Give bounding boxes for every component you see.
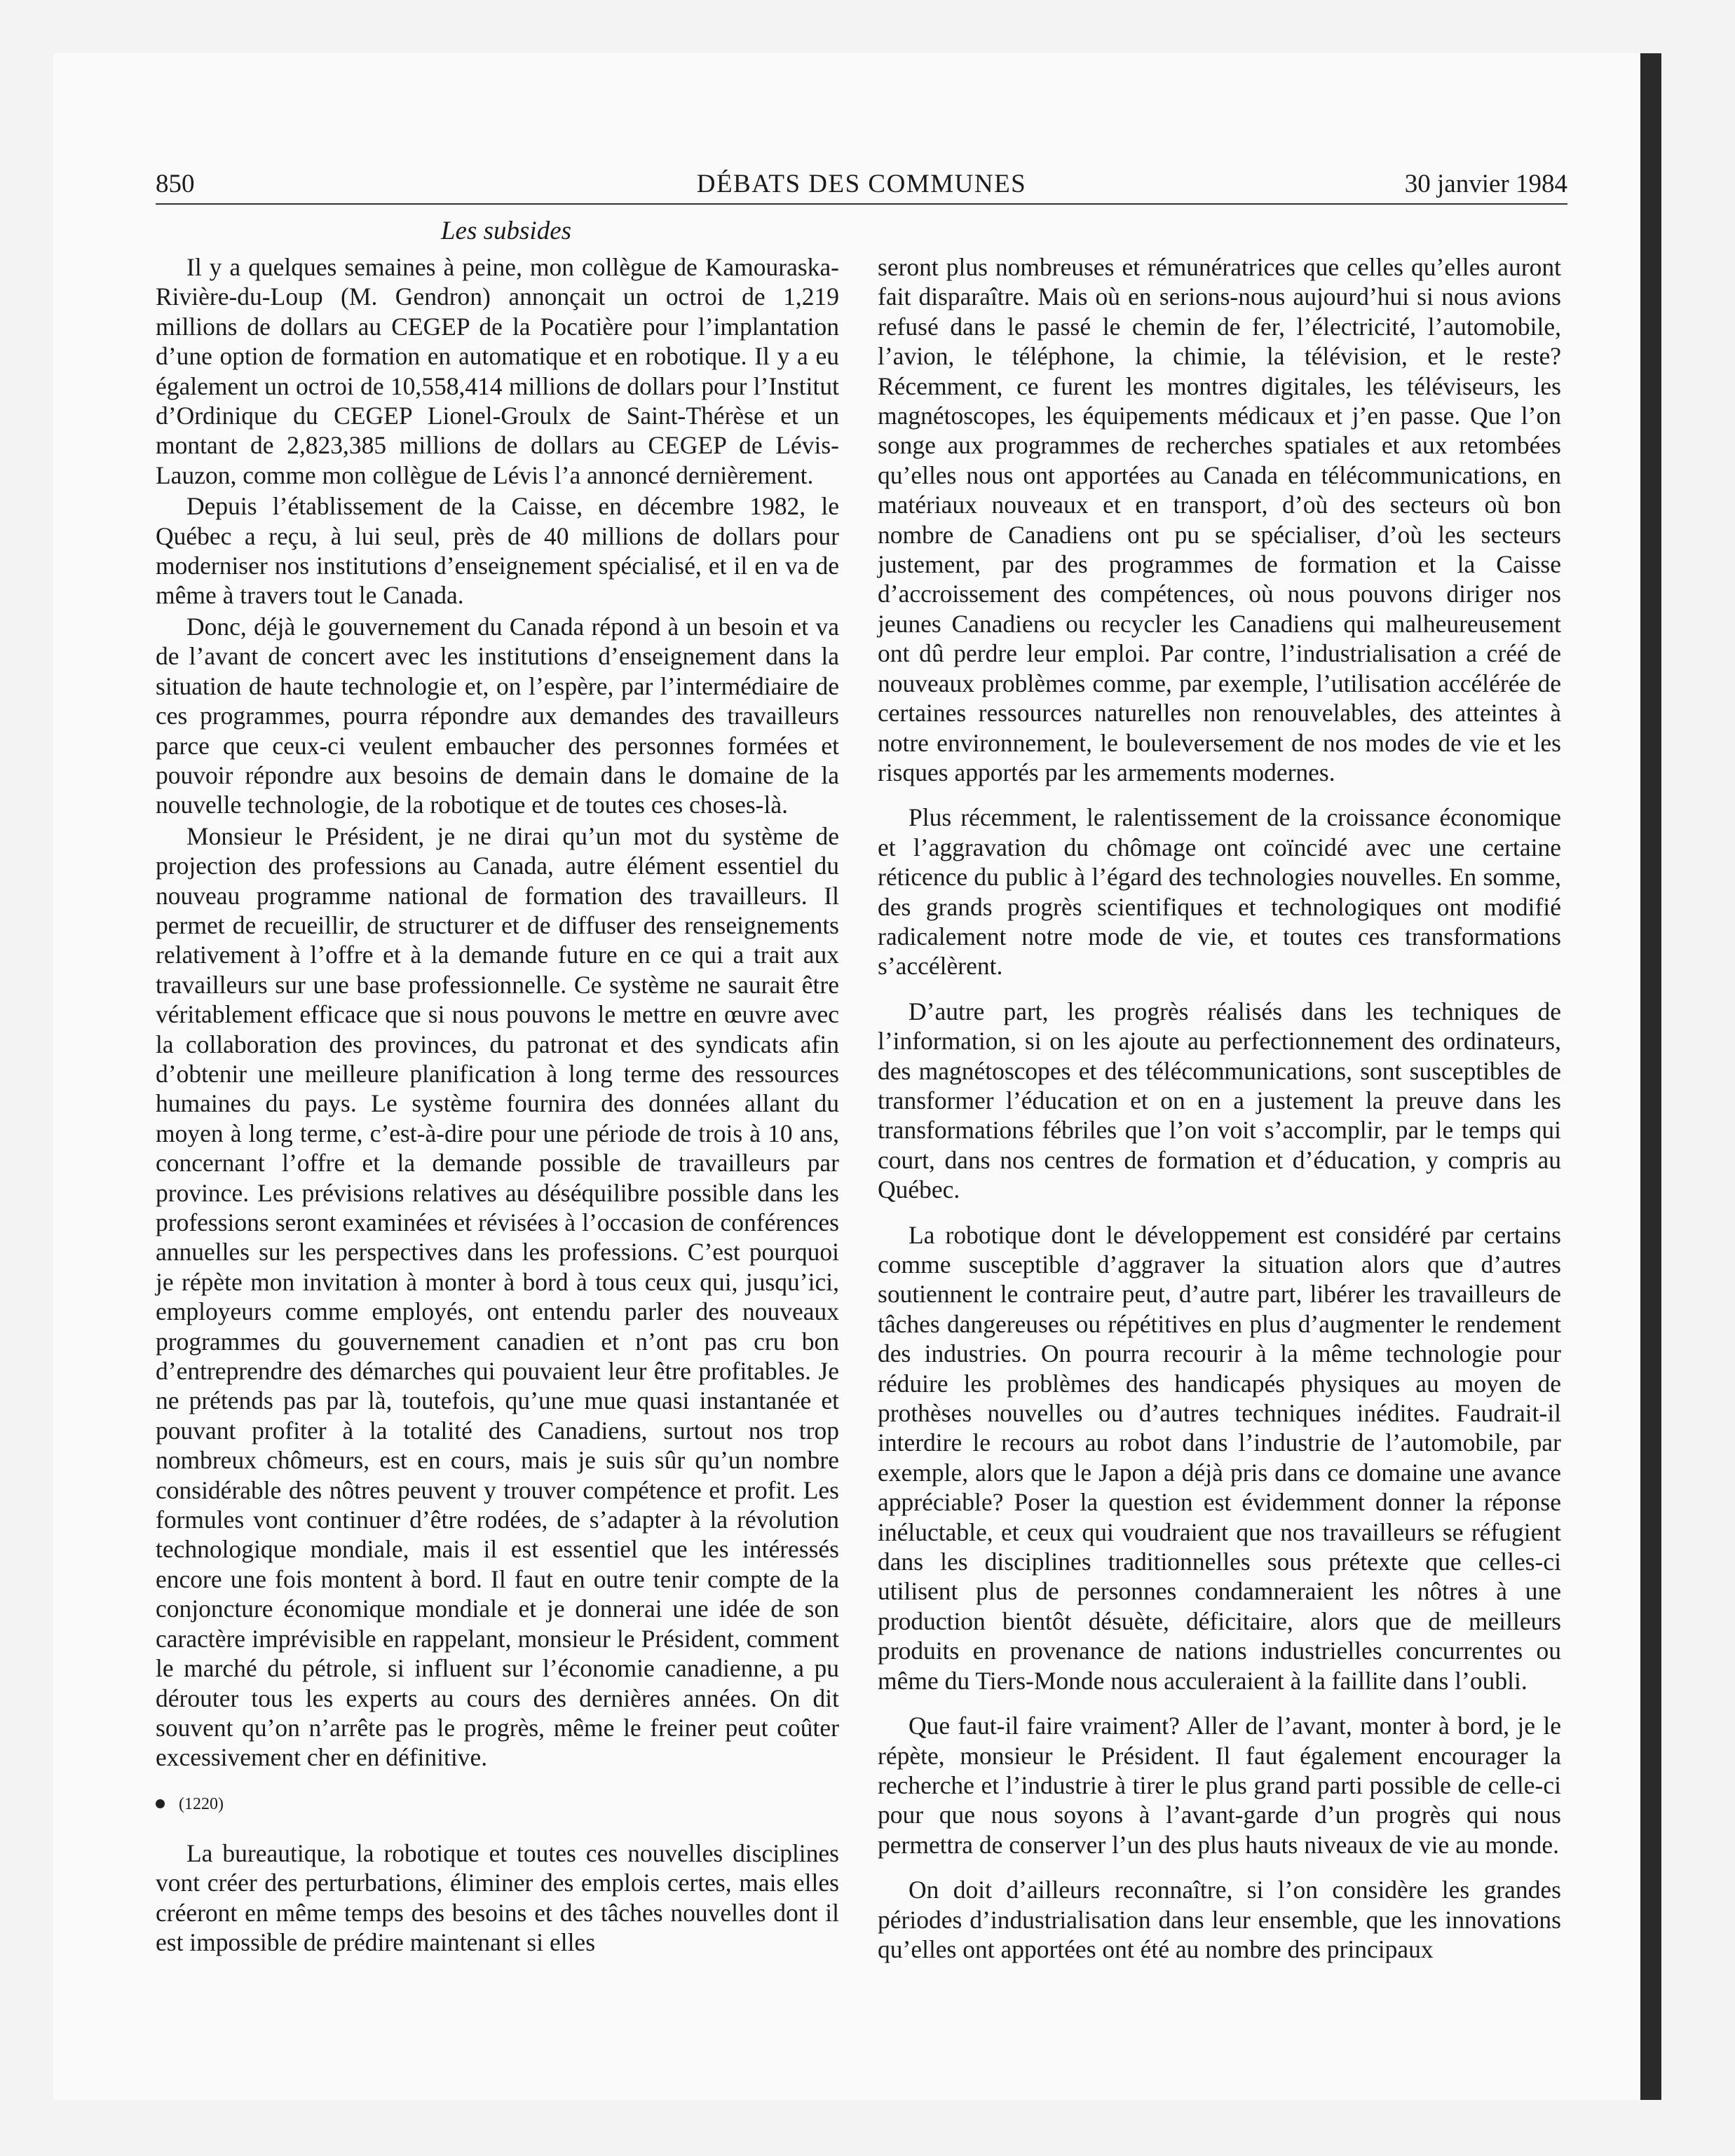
journal-title: DÉBATS DES COMMUNES [696, 170, 1027, 198]
section-title: Les subsides [440, 217, 572, 245]
paragraph: On doit d’ailleurs reconnaître, si l’on considère les grandes périodes d’industrialisation dans leur ensemble, que les innovations qu’elles ont apportées ont été au nombre des principaux [878, 1876, 1561, 1963]
page-header [156, 163, 1567, 205]
header-date: 30 janvier 1984 [1404, 170, 1567, 198]
paragraph: La robotique dont le développement est considéré par certains comme susceptible d’aggraver la situation alors que d’autres soutiennent le contraire peut, d’autre part, libérer les travailleurs de tâches dangereuses ou répétitives en plus d’augmenter le rendement des industries. On pourra recourir à la même technologie pour réduire les problèmes des handicapés physiques au moyen de prothèses nouvelles ou d’autres techniques inédites. Faudrait-il interdire le recours au robot dans l’industrie de l’automobile, par exemple, alors que le Japon a déjà pris dans ce domaine une avance appréciable? Poser la question est évidemment donner la réponse inéluctable, et ceux qui voudraient que nos travailleurs se réfugient dans les disciplines traditionnelles sous prétexte que celles-ci utilisent plus de personnes condamneraient les nôtres à une production bientôt désuète, déficitaire, alors que de meilleurs produits en provenance de nations industrielles concurrentes ou même du Tiers-Monde nous acculeraient à la faillite dans l’oubli. [878, 1220, 1561, 1695]
left-column [156, 252, 839, 1957]
paragraph: Que faut-il faire vraiment? Aller de l’avant, monter à bord, je le répète, monsieur le Président. Il faut également encourager la recherche et l’industrie à tirer le plus grand parti possible de celle-ci pour que nous soyons à l’avant-garde d’un progrès qui nous permettra de conserver l’un des plus hauts niveaux de vie au monde. [878, 1712, 1561, 1859]
bullet-icon [156, 1799, 165, 1808]
page-number: 850 [156, 170, 195, 198]
scan-edge-bar [1640, 53, 1661, 2100]
right-column [878, 252, 1561, 1964]
paragraph: Plus récemment, le ralentissement de la croissance économique et l’aggravation du chômage ont coïncidé avec une certaine réticence du public à l’égard des technologies nouvelles. En somme, des grands progrès scientifiques et technologiques ont modifié radicalement notre mode de vie, et toutes ces transformations s’accélèrent. [878, 803, 1561, 981]
timestamp-text: (1220) [179, 1794, 224, 1813]
paragraph: D’autre part, les progrès réalisés dans les techniques de l’information, si on les ajoute au perfectionnement des ordinateurs, des magnétoscopes et des télécommunications, sont susceptibles de transformer l’éducation et on en a justement la preuve dans les transformations fébriles que l’on voit s’accomplir, par le temps qui court, dans nos centres de formation et d’éducation, y compris au Québec. [878, 997, 1561, 1204]
paragraph: Depuis l’établissement de la Caisse, en décembre 1982, le Québec a reçu, à lui seul, près de 40 millions de dollars pour moderniser nos institutions d’enseignement spécialisé, et il en va de même à travers tout le Canada. [156, 492, 839, 610]
paragraph: Monsieur le Président, je ne dirai qu’un mot du système de projection des professions au Canada, autre élément essentiel du nouveau programme national de formation des travailleurs. Il permet de recueillir, de structurer et de diffuser des renseignements relativement à l’offre et à la demande future en ce qui a trait aux travailleurs sur une base professionnelle. Ce système ne saurait être véritablement efficace que si nous pouvons le mettre en œuvre avec la collaboration des provinces, du patronat et des syndicats afin d’obtenir une meilleure planification à long terme des ressources humaines du pays. Le système fournira des données allant du moyen à long terme, c’est-à-dire pour une période de trois à 10 ans, concernant l’offre et la demande possible de travailleurs par province. Les prévisions relatives au déséquilibre possible dans les professions seront examinées et révisées à l’occasion de conférences annuelles sur les perspectives dans les professions. C’est pourquoi je répète mon invitation à monter à bord à tous ceux qui, jusqu’ici, employeurs comme employés, ont entendu parler des nouveaux programmes du gouvernement canadien et n’ont pas cru bon d’entreprendre des démarches qui pouvaient leur être profitables. Je ne prétends pas par là, toutefois, qu’une mue quasi instantanée et pouvant profiter à la totalité des Canadiens, surtout nos trop nombreux chômeurs, est en cours, mais je suis sûr qu’un nombre considérable des nôtres peuvent y trouver compétence et profit. Les formules vont continuer d’être rodées, de s’adapter à la révolution technologique mondiale, mais il est essentiel que les intéressés encore une fois montent à bord. Il faut en outre tenir compte de la conjoncture économique mondiale et je donnerai une idée de son caractère imprévisible en rappelant, monsieur le Président, comment le marché du pétrole, si influent sur l’économie canadienne, a pu dérouter tous les experts au cours des dernières années. On dit souvent qu’on n’arrête pas le progrès, même le freiner peut coûter excessivement cher en définitive. [156, 821, 839, 1772]
paragraph: Il y a quelques semaines à peine, mon collègue de Kamouraska-Rivière-du-Loup (M. Gendron) annonçait un octroi de 1,219 millions de dollars au CEGEP de la Pocatière pour l’implantation d’une option de formation en automatique et en robotique. Il y a eu également un octroi de 10,558,414 millions de dollars pour l’Institut d’Ordinique du CEGEP Lionel-Groulx de Saint-Thérèse et un montant de 2,823,385 millions de dollars au CEGEP de Lévis-Lauzon, comme mon collègue de Lévis l’a annoncé dernièrement. [156, 253, 839, 489]
paragraph: La bureautique, la robotique et toutes ces nouvelles disciplines vont créer des perturbations, éliminer des emplois certes, mais elles créeront en même temps des besoins et des tâches nouvelles dont il est impossible de prédire maintenant si elles [156, 1838, 839, 1956]
paragraph: Donc, déjà le gouvernement du Canada répond à un besoin et va de l’avant de concert avec les institutions d’enseignement dans la situation de haute technologie et, on l’espère, par l’intermédiaire de ces programmes, pourra répondre aux demandes des travailleurs parce que ceux-ci veulent embaucher des personnes formées et pouvoir répondre aux besoins de demain dans le domaine de la nouvelle technologie, de la robotique et de toutes ces choses-là. [156, 612, 839, 819]
paragraph: seront plus nombreuses et rémunératrices que celles qu’elles auront fait disparaître. Mais où en serions-nous aujourd’hui si nous avions refusé dans le passé le chemin de fer, l’électricité, l’automobile, l’avion, le téléphone, la chimie, la télévision, et le reste? Récemment, ce furent les montres digitales, les téléviseurs, les magnétoscopes, les équipements médicaux et j’en passe. Que l’on songe aux programmes de recherches spatiales et aux retombées qu’elles nous ont apportées au Canada en télécommunications, en matériaux nouveaux et en transport, d’où des secteurs où bon nombre de Canadiens ont pu se spécialiser, d’où les secteurs justement, par des programmes de formation et la Caisse d’accroissement des compétences, où nous pouvons diriger nos jeunes Canadiens ou recycler les Canadiens qui malheureusement ont dû perdre leur emploi. Par contre, l’industrialisation a créé de nouveaux problèmes comme, par exemple, l’utilisation accélérée de certaines ressources naturelles non renouvelables, des atteintes à notre environnement, le bouleversement de nos modes de vie et les risques apportés par les armements modernes. [878, 253, 1561, 786]
timestamp-marker [156, 1794, 839, 1815]
